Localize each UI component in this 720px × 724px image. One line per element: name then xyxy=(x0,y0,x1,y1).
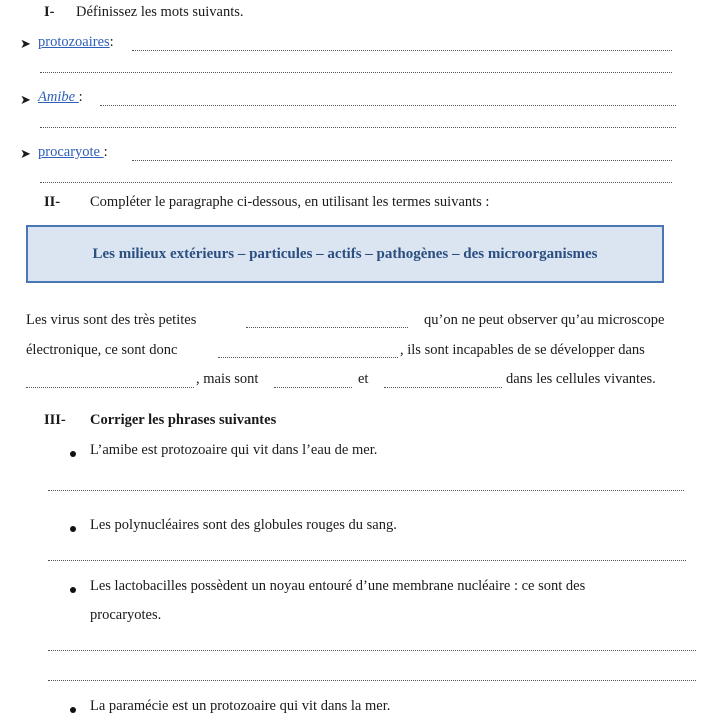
paragraph-line2-b: , ils sont incapables de se développer dans xyxy=(400,342,645,358)
answer-line[interactable] xyxy=(132,160,672,161)
term-amibe: Amibe xyxy=(38,89,79,105)
paragraph-line3-c: dans les cellules vivantes. xyxy=(506,371,656,387)
bullet-icon xyxy=(70,451,76,457)
section2-title: Compléter le paragraphe ci-dessous, en utilisant les termes suivants : xyxy=(90,194,490,210)
sentence-item: Les polynucléaires sont des globules rouges du sang. xyxy=(90,517,397,533)
arrow-bullet-icon: ➤ xyxy=(20,92,31,107)
sentence-item: L’amibe est protozoaire qui vit dans l’eau de mer. xyxy=(90,442,378,458)
sentence-item: La paramécie est un protozoaire qui vit dans la mer. xyxy=(90,698,391,714)
answer-line[interactable] xyxy=(48,680,696,681)
blank-input[interactable] xyxy=(218,357,398,358)
section3-title: Corriger les phrases suivantes xyxy=(90,412,277,428)
paragraph-line3-b: et xyxy=(358,371,369,387)
answer-line[interactable] xyxy=(40,127,676,128)
answer-line[interactable] xyxy=(132,50,672,51)
word-bank-text: Les milieux extérieurs – particules – actifs – pathogènes – des microorganismes xyxy=(92,245,598,262)
paragraph-line1-b: qu’on ne peut observer qu’au microscope xyxy=(424,312,665,328)
term-separator: : xyxy=(109,34,114,50)
term-procaryote: procaryote xyxy=(38,144,104,160)
term-protozoaires: protozoaires xyxy=(38,34,110,50)
bullet-icon xyxy=(70,526,76,532)
term-separator: : xyxy=(78,89,83,105)
term-row xyxy=(38,144,108,161)
term-row xyxy=(38,34,114,51)
paragraph-line3-a: , mais sont xyxy=(196,371,259,387)
blank-input[interactable] xyxy=(246,327,408,328)
sentence-item-continued: procaryotes. xyxy=(90,607,162,623)
section2-numeral: II- xyxy=(44,194,61,210)
bullet-icon xyxy=(70,707,76,713)
sentence-item: Les lactobacilles possèdent un noyau entouré d’une membrane nucléaire : ce sont des xyxy=(90,578,586,594)
paragraph-line2-a: électronique, ce sont donc xyxy=(26,342,178,358)
answer-line[interactable] xyxy=(100,105,676,106)
section1-numeral: I- xyxy=(44,4,55,20)
paragraph-line1-a: Les virus sont des très petites xyxy=(26,312,197,328)
term-row xyxy=(38,89,83,106)
answer-line[interactable] xyxy=(40,72,672,73)
word-bank-box xyxy=(26,225,664,283)
term-separator: : xyxy=(103,144,108,160)
blank-input[interactable] xyxy=(384,387,502,388)
arrow-bullet-icon: ➤ xyxy=(20,36,31,51)
answer-line[interactable] xyxy=(40,182,672,183)
arrow-bullet-icon: ➤ xyxy=(20,146,31,161)
section3-numeral: III- xyxy=(44,412,66,428)
blank-input[interactable] xyxy=(26,387,194,388)
answer-line[interactable] xyxy=(48,560,686,561)
bullet-icon xyxy=(70,587,76,593)
answer-line[interactable] xyxy=(48,490,684,491)
section1-title: Définissez les mots suivants. xyxy=(76,4,244,20)
answer-line[interactable] xyxy=(48,650,696,651)
blank-input[interactable] xyxy=(274,387,352,388)
